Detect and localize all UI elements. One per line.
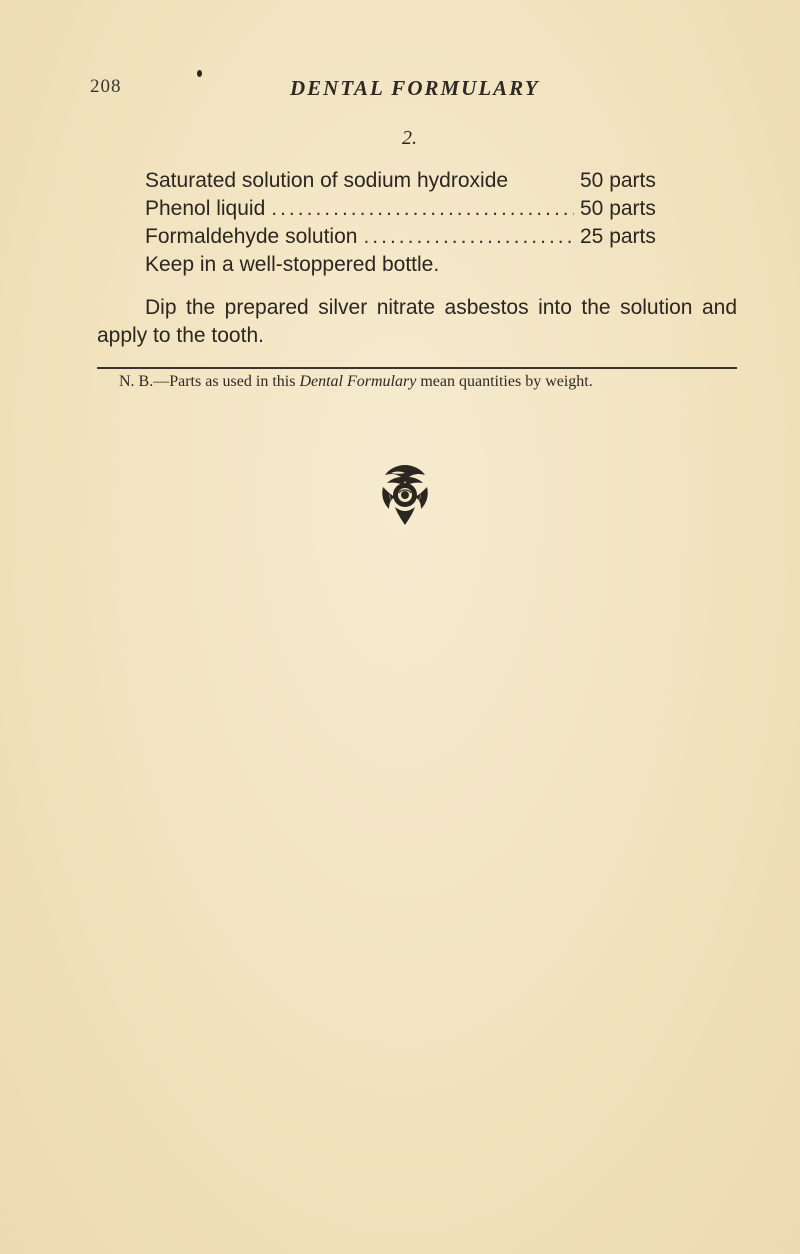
dot-leader xyxy=(363,223,574,251)
ingredient-name: Saturated solution of sodium hydroxide xyxy=(145,169,509,192)
footnote-title: Dental Formulary xyxy=(299,373,417,390)
ingredient-name: Phenol liquid xyxy=(145,197,266,220)
formula-row xyxy=(145,223,685,251)
printers-ornament-icon xyxy=(377,463,433,527)
dot-leader xyxy=(271,195,574,223)
section-number: 2. xyxy=(402,127,417,149)
ingredient-quantity: 25 parts xyxy=(580,225,656,248)
running-head: DENTAL FORMULARY xyxy=(290,76,540,100)
formula-row xyxy=(145,195,685,223)
formula-row xyxy=(145,167,685,195)
directions-paragraph: Dip the prepared silver nitrate asbestos into the solution and apply to the tooth. xyxy=(97,296,737,347)
ingredient-quantity: 50 parts xyxy=(580,169,656,192)
footnote-prefix: N. B.—Parts as used in this xyxy=(119,373,300,390)
formula-list xyxy=(145,167,685,279)
storage-instruction: Keep in a well-stoppered bottle. xyxy=(145,253,440,276)
footnote-rule xyxy=(97,367,737,369)
footnote-suffix: mean quantities by weight. xyxy=(416,373,593,390)
page-number: 208 xyxy=(90,76,122,97)
footnote xyxy=(97,372,737,392)
header-dot xyxy=(197,70,202,77)
ingredient-name: Formaldehyde solution xyxy=(145,225,358,248)
ingredient-quantity: 50 parts xyxy=(580,197,656,220)
